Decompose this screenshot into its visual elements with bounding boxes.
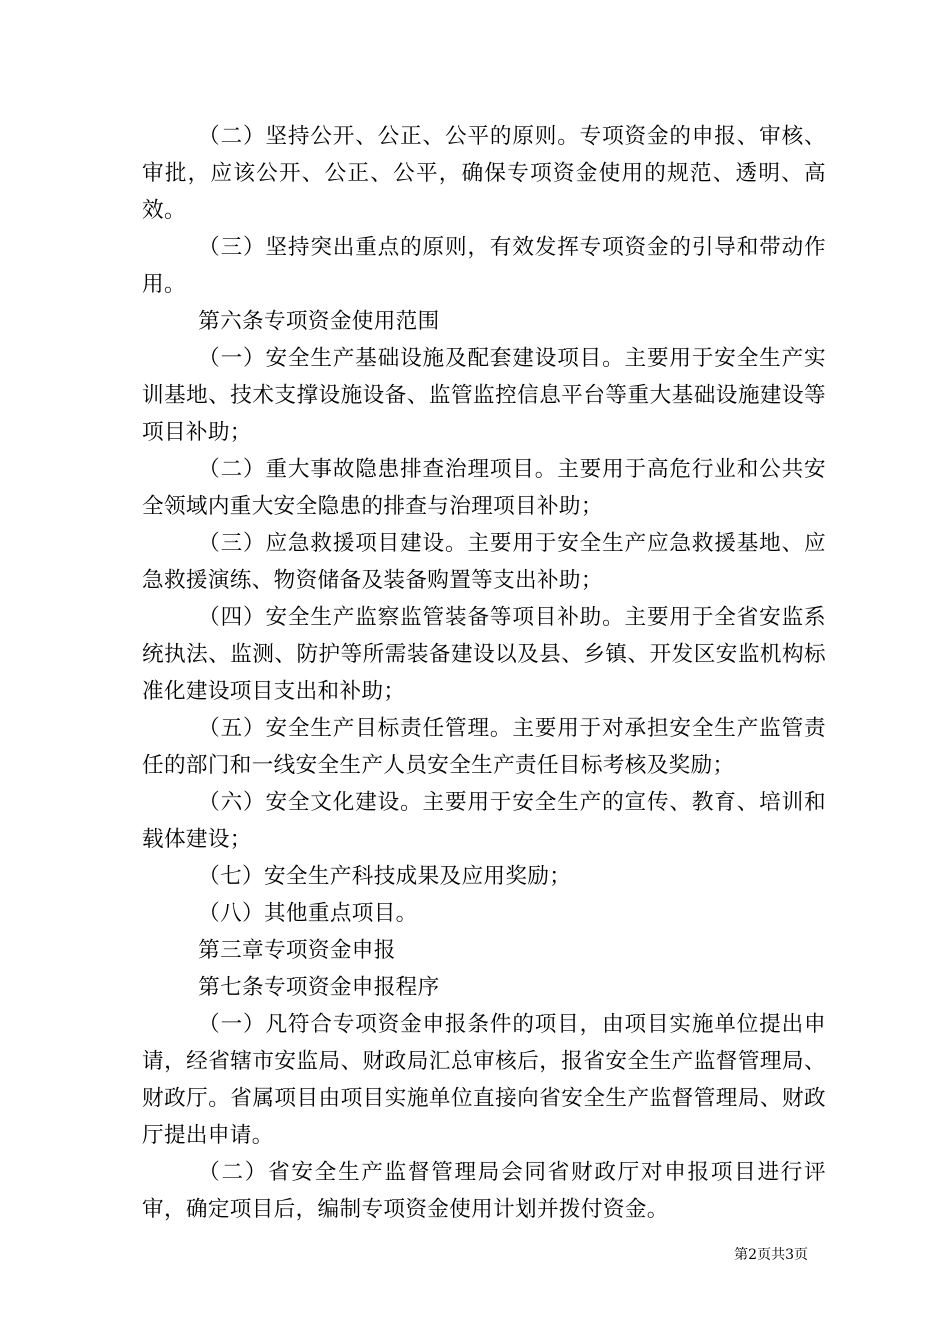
article-heading-procedure: 第七条专项资金申报程序: [198, 975, 440, 1000]
article-heading-scope: 第六条专项资金使用范围: [198, 309, 440, 334]
paragraph-procedure-submission: （一）凡符合专项资金申报条件的项目，由项目实施单位提出申请，经省辖市安监局、财政局汇总审核后，报省安全生产监督管理局、财政厅。省属项目由项目实施单位直接向省安全生产监督管理局、财政厅提出申请。: [142, 1012, 826, 1148]
paragraph-procedure-review: （二）省安全生产监督管理局会同省财政厅对申报项目进行评审，确定项目后，编制专项资金使用计划并拨付资金。: [142, 1160, 826, 1222]
paragraph-scope-target-responsibility: （五）安全生产目标责任管理。主要用于对承担安全生产监管责任的部门和一线安全生产人员安全生产责任目标考核及奖励；: [142, 716, 826, 778]
paragraph-scope-other: （八）其他重点项目。: [198, 901, 418, 926]
paragraph-scope-emergency-rescue: （三）应急救援项目建设。主要用于安全生产应急救援基地、应急救援演练、物资储备及装备购置等支出补助；: [142, 531, 826, 593]
paragraph-scope-safety-culture: （六）安全文化建设。主要用于安全生产的宣传、教育、培训和载体建设；: [142, 790, 826, 852]
paragraph-scope-hazard-treatment: （二）重大事故隐患排查治理项目。主要用于高危行业和公共安全领域内重大安全隐患的排查与治理项目补助；: [142, 457, 826, 519]
page-number-footer: 第2页共3页: [734, 1247, 808, 1263]
paragraph-scope-infrastructure: （一）安全生产基础设施及配套建设项目。主要用于安全生产实训基地、技术支撑设施设备、监管监控信息平台等重大基础设施建设等项目补助；: [142, 346, 826, 445]
paragraph-principle-open-fair: （二）坚持公开、公正、公平的原则。专项资金的申报、审核、审批，应该公开、公正、公平，确保专项资金使用的规范、透明、高效。: [142, 124, 826, 223]
paragraph-scope-technology-awards: （七）安全生产科技成果及应用奖励；: [198, 864, 572, 889]
chapter-heading-application: 第三章专项资金申报: [198, 938, 396, 963]
paragraph-scope-supervision-equipment: （四）安全生产监察监管装备等项目补助。主要用于全省安监系统执法、监测、防护等所需装备建设以及县、乡镇、开发区安监机构标准化建设项目支出和补助；: [142, 605, 826, 704]
paragraph-principle-focus: （三）坚持突出重点的原则，有效发挥专项资金的引导和带动作用。: [142, 235, 826, 297]
document-body: [142, 118, 826, 1228]
